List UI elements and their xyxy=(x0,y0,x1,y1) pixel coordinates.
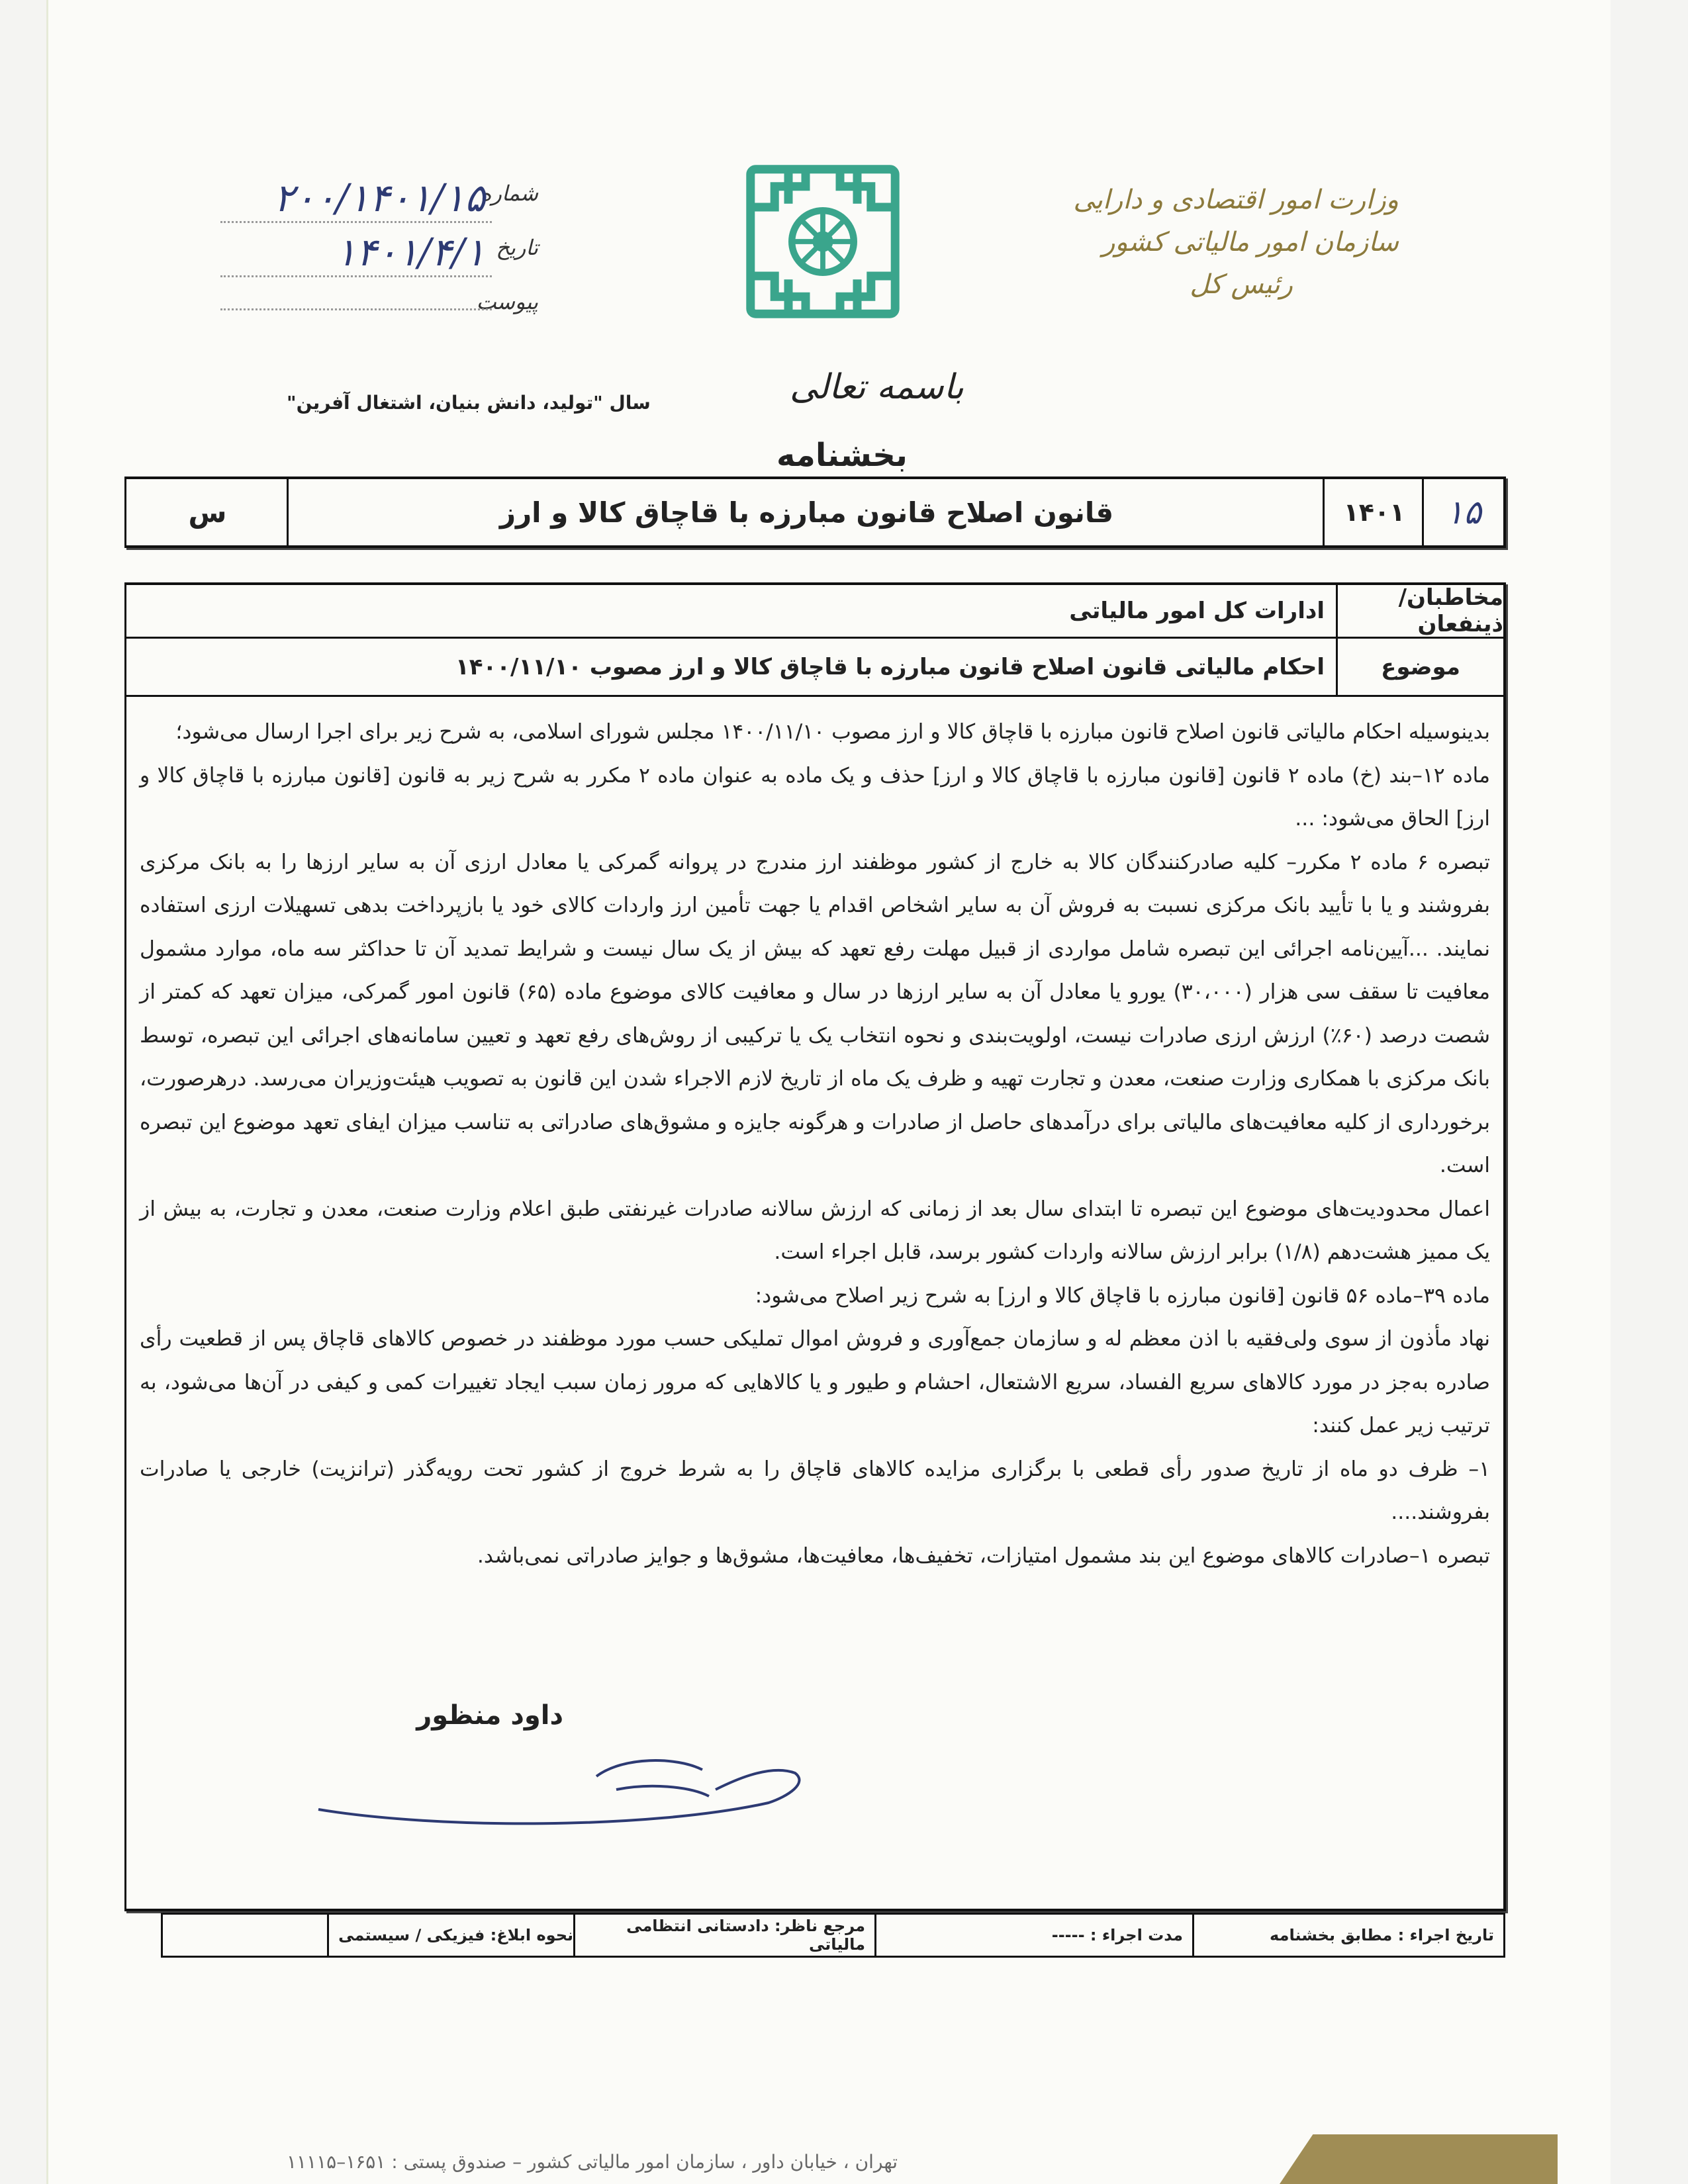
year-slogan: سال "تولید، دانش بنیان، اشتغال آفرین" xyxy=(287,392,651,414)
title-bar xyxy=(124,477,1506,548)
handwritten-signature xyxy=(305,1737,848,1836)
execution-duration: مدت اجراء : ----- xyxy=(874,1915,1192,1956)
circular-title: قانون اصلاح قانون مبارزه با قاچاق کالا و ارز xyxy=(287,479,1325,545)
circular-year: ۱۴۰۱ xyxy=(1323,479,1424,545)
body-paragraph: ماده ۳۹–ماده ۵۶ قانون [قانون مبارزه با قاچاق کالا و ارز] به شرح زیر اصلاح می‌شود: xyxy=(755,1283,1490,1308)
subject-value: احکام مالیاتی قانون اصلاح قانون مبارزه با قاچاق کالا و ارز مصوب ۱۴۰۰/۱۱/۱۰ xyxy=(455,653,1325,680)
bismillah-heading: باسمه تعالی xyxy=(790,367,964,407)
content-frame xyxy=(124,582,1506,1911)
execution-info-row xyxy=(161,1913,1505,1958)
dotted-line xyxy=(220,275,492,277)
effective-date: تاریخ اجراء : مطابق بخشنامه xyxy=(1192,1915,1503,1956)
classification: س xyxy=(188,496,227,529)
body-paragraph: ۱– ظرف دو ماه از تاریخ صدور رأی قطعی با برگزاری مزایده کالاهای قاچاق را به شرط خروج از کشور تحت رویه‌گذر (ترانزیت) خارجی یا صادرات بفروشند.... xyxy=(140,1457,1490,1524)
body-paragraph: تبصره ۶ ماده ۲ مکرر– کلیه صادرکنندگان کالا به خارج از کشور موظفند ارز مندرج در پروانه گمرکی یا معادل ارزی آن به سایر ارزها را به بانک مرکزی بفروشند و یا با تأیید بانک مرکزی نسبت به فروش آن به سایر اشخاص اقدام یا جهت تأمین ارز واردات کالای خود یا بازپرداخت بدهی تسهیلات ارزی استفاده نمایند. ...آیین‌نامه اجرائی این تبصره شامل مواردی از قبیل مهلت رفع تعهد که بیش از یک سال نیست و شرایط تمدید آن تا حداکثر سه ماه، موارد مشمول معافیت تا سقف سی هزار (۳۰،۰۰۰) یورو یا معادل آن به سایر ارزها در سال و معافیت کالای موضوع ماده (۶۵) قانون امور گمرکی، میزان تعهد که کمتر از شصت درصد (۶۰٪) ارزش ارزی صادرات نیست، اولویت‌بندی و نحوه انتخاب یک یا ترکیبی از روش‌های رفع تعهد و تعیین سامانه‌های اجرائی این تبصره، توسط بانک مرکزی با همکاری وزارت صنعت، معدن و تجارت تهیه و ظرف یک ماه از تاریخ لازم الاجراء شدن این قانون به تصویب هیئت‌وزیران می‌رسد. درهرصورت، برخورداری از کلیه معافیت‌های مالیاتی برای درآمدهای حاصل از صادرات و هرگونه جایزه و مشوق‌های صادراتی به تناسب میزان ایفای تعهد موضوع این تبصره است. xyxy=(140,850,1491,1177)
body-paragraph: بدینوسیله احکام مالیاتی قانون اصلاح قانون مبارزه با قاچاق کالا و ارز مصوب ۱۴۰۰/۱۱/۱۰ مجلس شورای اسلامی، به شرح زیر برای اجرا ارسال می‌شود؛ xyxy=(175,720,1490,744)
body-paragraph: تبصره ۱–صادرات کالاهای موضوع این بند مشمول امتیازات، تخفیف‌ها، معافیت‌ها، مشوق‌ها و جوایز صادراتی نمی‌باشد. xyxy=(477,1543,1490,1568)
document-type-title: بخشنامه xyxy=(776,437,908,474)
tax-organization-logo xyxy=(737,156,909,328)
attachment-row xyxy=(220,284,538,324)
subject-row xyxy=(126,639,1503,697)
number-value: ۲۰۰/۱۴۰۱/۱۵ xyxy=(273,175,485,220)
body-paragraph: ماده ۱۲–بند (خ) ماده ۲ قانون [قانون مبارزه با قاچاق کالا و ارز] حذف و یک ماده به عنوان ماده ۲ مکرر به شرح زیر به قانون [قانون مبارزه با قاچاق کالا و ارز] الحاق می‌شود: ... xyxy=(140,763,1490,831)
ministry-name: وزارت امور اقتصادی و دارایی xyxy=(1073,185,1399,215)
reference-block xyxy=(220,175,538,324)
dotted-line xyxy=(220,308,492,310)
dotted-line xyxy=(220,221,492,223)
oversight-authority: مرجع ناظر: دادستانی انتظامی مالیاتی xyxy=(573,1915,874,1956)
recipients-value: ادارات کل امور مالیاتی xyxy=(1069,598,1325,624)
circular-number: ۱۵ xyxy=(1422,479,1503,545)
notification-label: نحوه ابلاغ: فیزیکی / سیستمی xyxy=(327,1915,573,1956)
signatory-name: داود منظور xyxy=(416,1700,563,1731)
footer-decoration-bar xyxy=(1280,2134,1558,2184)
recipients-row xyxy=(126,585,1503,639)
position-title: رئیس کل xyxy=(1190,269,1293,300)
number-row xyxy=(220,175,538,230)
ministry-header xyxy=(1055,179,1399,306)
recipients-label: مخاطبان/ذینفعان xyxy=(1336,585,1503,637)
date-label: تاریخ xyxy=(496,235,538,260)
body-paragraph: اعمال محدودیت‌های موضوع این تبصره تا ابتدای سال بعد از زمانی که ارزش سالانه صادرات غیرنفتی طبق اعلام وزارت صنعت، معدن و تجارت، به بیش از یک ممیز هشت‌دهم (۱/۸) برابر ارزش سالانه واردات کشور برسد، قابل اجراء است. xyxy=(140,1197,1490,1264)
body-paragraph: نهاد مأذون از سوی ولی‌فقیه با اذن معظم له و سازمان جمع‌آوری و فروش اموال تملیکی حسب مورد موظفند در خصوص کالاهای قاچاق پس از قطعیت رأی صادره به‌جز در مورد کالاهای سریع الفساد، سریع الاشتعال، احشام و طیور و یا کالاهایی که مرور زمان سبب ایجاد تغییرات کمی و کیفی در آن‌ها می‌شود، به ترتیب زیر عمل کنند: xyxy=(140,1327,1490,1437)
number-label: شماره xyxy=(480,181,538,206)
attachment-label: پیوست xyxy=(476,289,538,314)
notification-method xyxy=(163,1915,573,1956)
postal-address: تهران ، خیابان داور ، سازمان امور مالیاتی کشور – صندوق پستی : ۱۶۵۱–۱۱۱۱۵ xyxy=(287,2151,898,2173)
body-text xyxy=(140,711,1490,1578)
date-row xyxy=(220,230,538,284)
date-value: ۱۴۰۱/۴/۱ xyxy=(336,230,485,275)
organization-name: سازمان امور مالیاتی کشور xyxy=(1102,227,1399,257)
subject-label: موضوع xyxy=(1336,639,1503,695)
letter-page xyxy=(46,0,1611,2184)
